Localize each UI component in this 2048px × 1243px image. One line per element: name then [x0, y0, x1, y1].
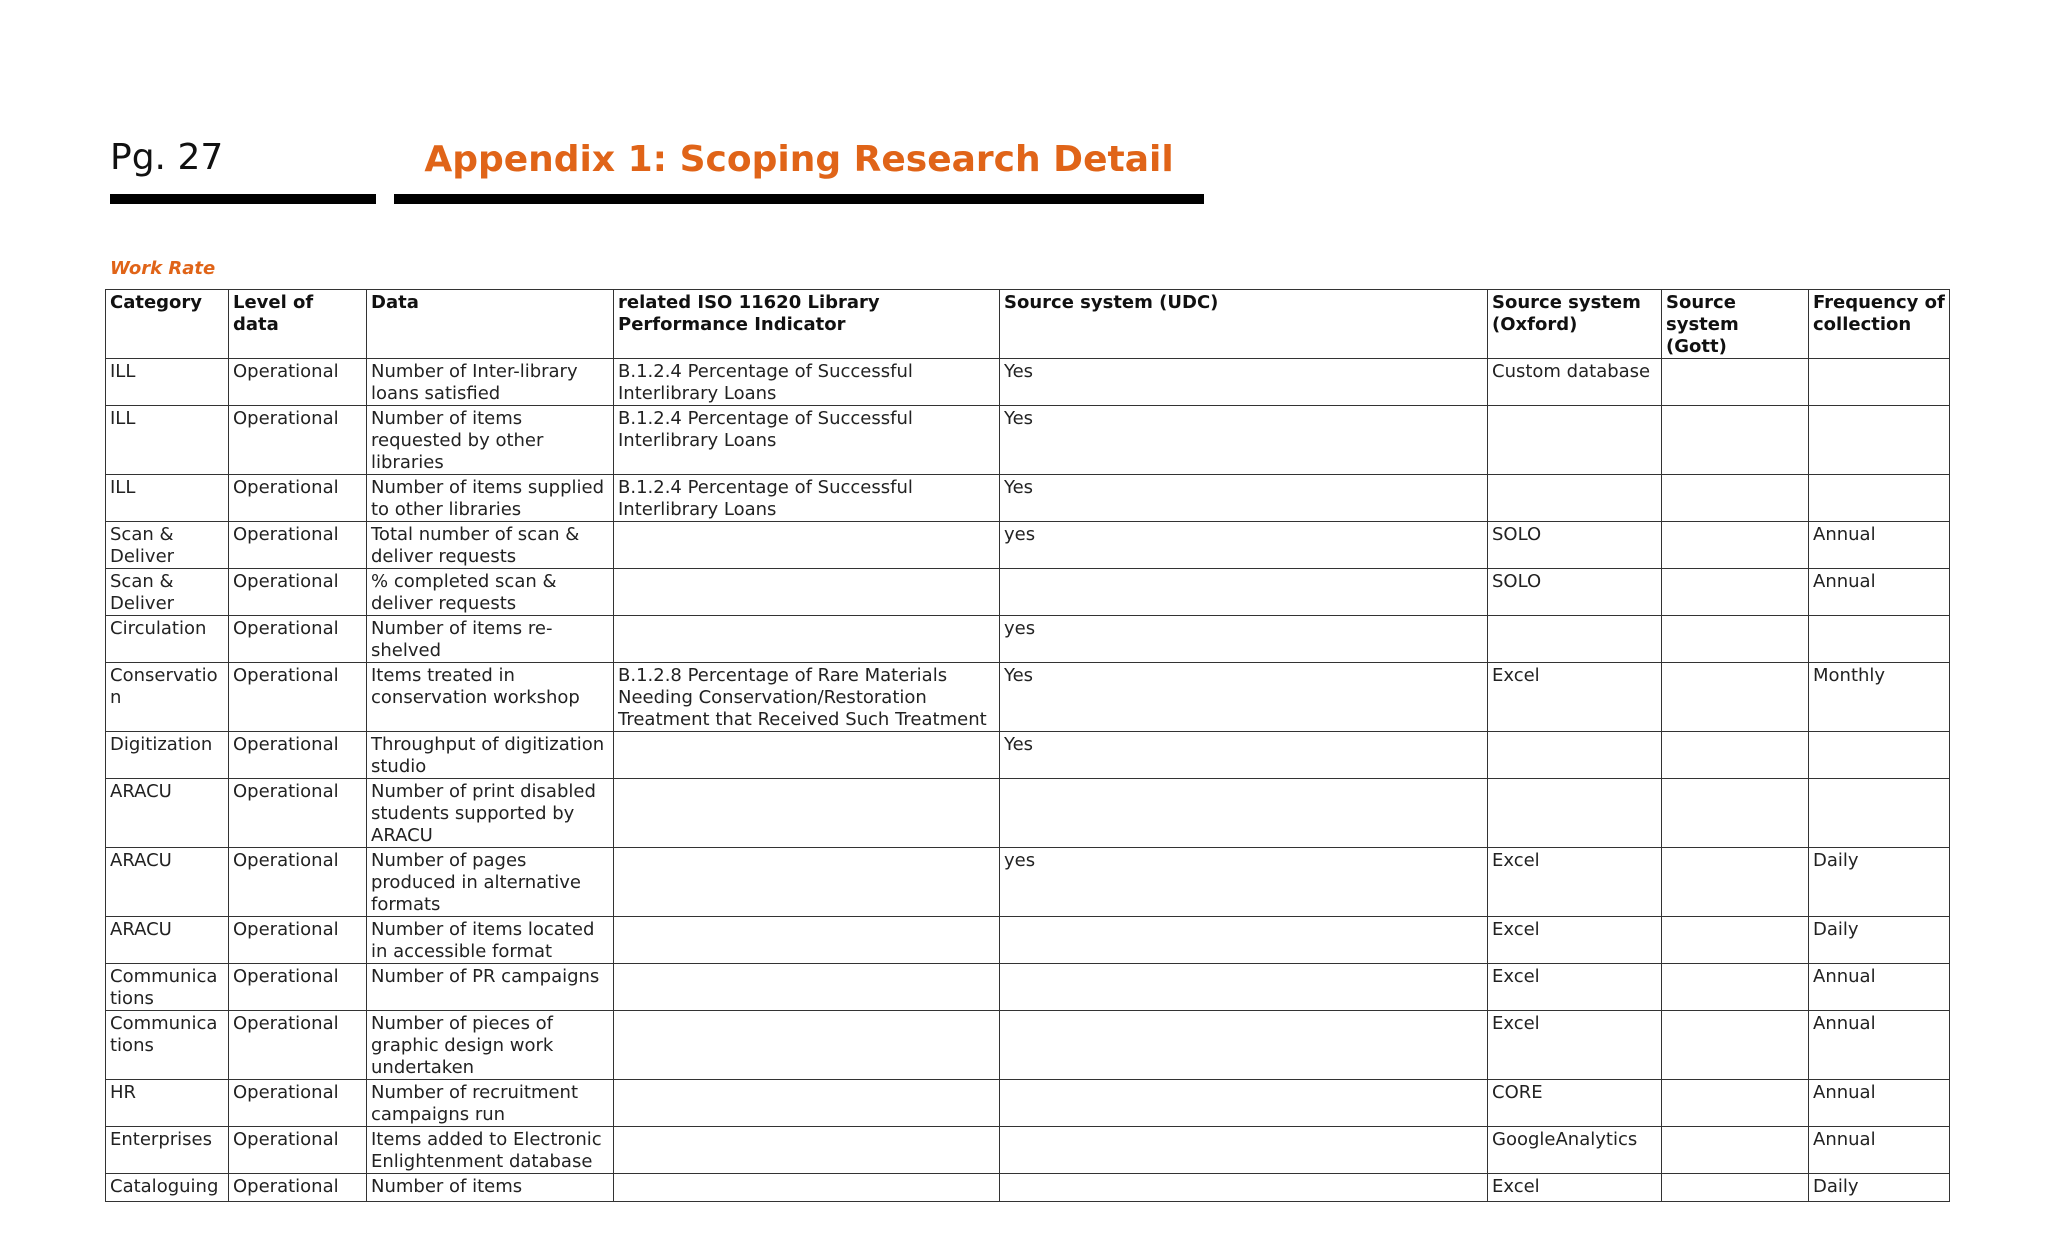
page-title: Appendix 1: Scoping Research Detail: [424, 139, 1174, 180]
table-cell: [1000, 1011, 1488, 1080]
table-cell: Number of items supplied to other libraries: [367, 475, 614, 522]
table-cell: Annual: [1809, 1127, 1950, 1174]
table-cell: Operational: [229, 1080, 367, 1127]
table-cell: CORE: [1488, 1080, 1662, 1127]
table-cell: Excel: [1488, 1174, 1662, 1202]
table-row: [106, 1080, 1950, 1127]
table-cell: Daily: [1809, 848, 1950, 917]
table-cell: ILL: [106, 359, 229, 406]
table-cell: Operational: [229, 616, 367, 663]
table-cell: Operational: [229, 779, 367, 848]
table-cell: [1488, 779, 1662, 848]
table-cell: B.1.2.8 Percentage of Rare Materials Needing Conservation/Restoration Treatment that Received Such Treatment: [614, 663, 1000, 732]
table-cell: Throughput of digitization studio: [367, 732, 614, 779]
table-cell: Yes: [1000, 732, 1488, 779]
table-row: [106, 569, 1950, 616]
table-cell: Yes: [1000, 663, 1488, 732]
table-row: [106, 779, 1950, 848]
table-cell: [614, 779, 1000, 848]
table-cell: Operational: [229, 732, 367, 779]
table-cell: yes: [1000, 522, 1488, 569]
table-cell: [614, 1080, 1000, 1127]
table-cell: Number of pieces of graphic design work undertaken: [367, 1011, 614, 1080]
table-cell: B.1.2.4 Percentage of Successful Interlibrary Loans: [614, 359, 1000, 406]
table-cell: Number of items requested by other libraries: [367, 406, 614, 475]
table-row: [106, 663, 1950, 732]
table-cell: B.1.2.4 Percentage of Successful Interlibrary Loans: [614, 475, 1000, 522]
section-label: Work Rate: [110, 258, 216, 279]
table-cell: Annual: [1809, 569, 1950, 616]
table-cell: Communications: [106, 964, 229, 1011]
table-cell: [1662, 522, 1809, 569]
table-cell: Operational: [229, 848, 367, 917]
table-cell: [614, 1011, 1000, 1080]
page-number: Pg. 27: [110, 137, 224, 178]
table-row: [106, 1011, 1950, 1080]
table-row: [106, 732, 1950, 779]
table-cell: [1662, 1127, 1809, 1174]
table-cell: [1662, 359, 1809, 406]
table-cell: Conservation: [106, 663, 229, 732]
table-cell: [1662, 663, 1809, 732]
table-cell: Number of items located in accessible format: [367, 917, 614, 964]
table-cell: Number of items re-shelved: [367, 616, 614, 663]
table-row: [106, 616, 1950, 663]
table-cell: Operational: [229, 569, 367, 616]
table-cell: SOLO: [1488, 569, 1662, 616]
table-cell: Excel: [1488, 964, 1662, 1011]
table-cell: [1662, 475, 1809, 522]
table-cell: [1662, 1080, 1809, 1127]
table-cell: Operational: [229, 1174, 367, 1202]
table-cell: Annual: [1809, 1011, 1950, 1080]
table-cell: [614, 616, 1000, 663]
table-cell: Excel: [1488, 848, 1662, 917]
table-cell: [1809, 359, 1950, 406]
table-cell: Operational: [229, 917, 367, 964]
table-cell: [1809, 616, 1950, 663]
table-cell: Monthly: [1809, 663, 1950, 732]
table-row: [106, 522, 1950, 569]
table-cell: Annual: [1809, 1080, 1950, 1127]
table-cell: [1000, 1127, 1488, 1174]
table-cell: Operational: [229, 964, 367, 1011]
table-cell: Excel: [1488, 1011, 1662, 1080]
table-cell: [614, 964, 1000, 1011]
table-row: [106, 848, 1950, 917]
column-header: Source system (Gott): [1662, 290, 1809, 359]
table-cell: Circulation: [106, 616, 229, 663]
table-cell: Items added to Electronic Enlightenment database: [367, 1127, 614, 1174]
table-cell: [1000, 569, 1488, 616]
table-cell: ILL: [106, 406, 229, 475]
column-header: Source system (UDC): [1000, 290, 1488, 359]
table-cell: [1809, 732, 1950, 779]
table-cell: Operational: [229, 406, 367, 475]
table-cell: ILL: [106, 475, 229, 522]
table-row: [106, 1127, 1950, 1174]
table-row: [106, 359, 1950, 406]
table-cell: [1662, 917, 1809, 964]
table-cell: [1488, 475, 1662, 522]
table-cell: Custom database: [1488, 359, 1662, 406]
table-cell: [1000, 964, 1488, 1011]
table-cell: [1662, 779, 1809, 848]
table-cell: [614, 1174, 1000, 1202]
table-cell: [1662, 732, 1809, 779]
table-cell: Digitization: [106, 732, 229, 779]
table-cell: B.1.2.4 Percentage of Successful Interlibrary Loans: [614, 406, 1000, 475]
table-cell: [1662, 569, 1809, 616]
table-cell: Number of items: [367, 1174, 614, 1202]
table-cell: Operational: [229, 1011, 367, 1080]
column-header: Data: [367, 290, 614, 359]
table-cell: SOLO: [1488, 522, 1662, 569]
column-header: Category: [106, 290, 229, 359]
table-cell: Scan & Deliver: [106, 569, 229, 616]
table-cell: Total number of scan & deliver requests: [367, 522, 614, 569]
table-cell: [614, 569, 1000, 616]
table-cell: [614, 1127, 1000, 1174]
table-cell: ARACU: [106, 779, 229, 848]
table-cell: yes: [1000, 616, 1488, 663]
table-cell: Enterprises: [106, 1127, 229, 1174]
table-cell: Number of PR campaigns: [367, 964, 614, 1011]
table-cell: [1662, 964, 1809, 1011]
table-cell: Number of print disabled students supported by ARACU: [367, 779, 614, 848]
table-cell: Scan & Deliver: [106, 522, 229, 569]
column-header: Level of data: [229, 290, 367, 359]
column-header: related ISO 11620 Library Performance Indicator: [614, 290, 1000, 359]
table-cell: [1809, 475, 1950, 522]
table-cell: [1000, 917, 1488, 964]
table-cell: GoogleAnalytics: [1488, 1127, 1662, 1174]
table-row: [106, 964, 1950, 1011]
table-row: [106, 917, 1950, 964]
table-cell: Operational: [229, 663, 367, 732]
table-cell: [614, 732, 1000, 779]
table-cell: Number of Inter-library loans satisfied: [367, 359, 614, 406]
table-cell: Operational: [229, 475, 367, 522]
table-cell: [1000, 779, 1488, 848]
table-cell: % completed scan & deliver requests: [367, 569, 614, 616]
table-cell: yes: [1000, 848, 1488, 917]
table-cell: HR: [106, 1080, 229, 1127]
table-cell: [1488, 732, 1662, 779]
table-body: [106, 359, 1950, 1202]
table-cell: [1809, 779, 1950, 848]
table-cell: Operational: [229, 522, 367, 569]
table-cell: [1000, 1174, 1488, 1202]
table-cell: Yes: [1000, 359, 1488, 406]
table-cell: Cataloguing: [106, 1174, 229, 1202]
column-header: Frequency of collection: [1809, 290, 1950, 359]
work-rate-table: [105, 289, 1950, 1202]
table-header-row: [106, 290, 1950, 359]
table-row: [106, 475, 1950, 522]
table-cell: [1809, 406, 1950, 475]
header-rule-right: [394, 194, 1204, 204]
table-cell: Number of recruitment campaigns run: [367, 1080, 614, 1127]
table-cell: [614, 848, 1000, 917]
table-cell: [1488, 616, 1662, 663]
table-cell: [1662, 1011, 1809, 1080]
table-row: [106, 1174, 1950, 1202]
table-cell: [1662, 1174, 1809, 1202]
column-header: Source system (Oxford): [1488, 290, 1662, 359]
table-cell: Communications: [106, 1011, 229, 1080]
table-cell: Yes: [1000, 475, 1488, 522]
table-cell: Yes: [1000, 406, 1488, 475]
table-cell: [614, 522, 1000, 569]
table-cell: Daily: [1809, 1174, 1950, 1202]
table-cell: [614, 917, 1000, 964]
table-cell: ARACU: [106, 848, 229, 917]
table-cell: Annual: [1809, 964, 1950, 1011]
table-cell: [1000, 1080, 1488, 1127]
header-rule-left: [110, 194, 376, 204]
table-cell: Excel: [1488, 917, 1662, 964]
table-cell: Excel: [1488, 663, 1662, 732]
table-cell: [1662, 848, 1809, 917]
table-cell: Operational: [229, 1127, 367, 1174]
table-cell: ARACU: [106, 917, 229, 964]
table-cell: [1662, 406, 1809, 475]
table-cell: Operational: [229, 359, 367, 406]
table-cell: Daily: [1809, 917, 1950, 964]
table-row: [106, 406, 1950, 475]
table-cell: Annual: [1809, 522, 1950, 569]
table-cell: [1488, 406, 1662, 475]
table-cell: [1662, 616, 1809, 663]
table-cell: Number of pages produced in alternative formats: [367, 848, 614, 917]
table-cell: Items treated in conservation workshop: [367, 663, 614, 732]
